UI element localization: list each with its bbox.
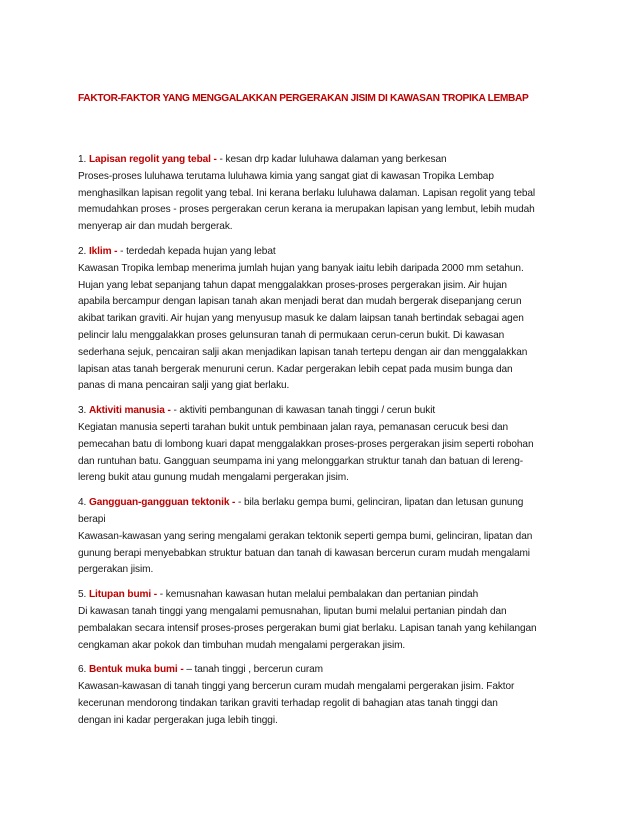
section-keyword: Iklim -	[88, 245, 118, 257]
paragraph-line: sederhana sejuk, pencairan salji akan menjadikan lapisan tanah tertepu dengan air dan menggalakkan	[78, 346, 528, 358]
section-heading	[78, 152, 578, 169]
paragraph-line: gunung berapi menyebabkan struktur batuan dan tanah di kawasan bercerun curam mudah mengalami	[78, 547, 530, 559]
section-heading	[78, 495, 578, 512]
paragraph-line: akibat tarikan graviti. Air hujan yang menyusup masuk ke dalam laipsan tanah bertindak sebagai agen	[78, 313, 524, 325]
paragraph-line: Proses-proses luluhawa terutama luluhawa kimia yang sangat giat di kawasan Tropika Lembap	[78, 170, 494, 182]
section-heading	[78, 587, 578, 604]
paragraph-line: lapisan atas tanah bergerak menuruni cerun. Kadar pergerakan lebih cepat pada musim bunga dan	[78, 363, 513, 375]
section-subtitle: - kemusnahan kawasan hutan melalui pembalakan dan pertanian pindah	[159, 589, 479, 601]
paragraph-line: menyerap air dan mudah bergerak.	[78, 221, 233, 233]
section-4	[78, 495, 578, 579]
paragraph-line: Kawasan-kawasan yang sering mengalami gerakan tektonik seperti gempa bumi, gelinciran, lipatan dan	[78, 530, 533, 542]
paragraph-line: dan runtuhan batu. Gangguan seumpama ini yang melonggarkan struktur tanah dan batuan di lereng-	[78, 455, 524, 467]
section-number: 3.	[78, 405, 87, 417]
document-title: FAKTOR-FAKTOR YANG MENGGALAKKAN PERGERAKAN JISIM DI KAWASAN TROPIKA LEMBAP	[78, 93, 529, 104]
paragraph-line: Kegiatan manusia seperti tarahan bukit untuk pembinaan jalan raya, pemanasan cerucuk besi dan	[78, 421, 509, 433]
section-number: 1.	[78, 154, 87, 165]
section-heading	[78, 662, 578, 679]
section-number: 5.	[78, 589, 87, 601]
section-keyword: Bentuk muka bumi -	[88, 664, 184, 676]
section-subtitle: - bila berlaku gempa bumi, gelinciran, lipatan dan letusan gunung	[238, 497, 524, 509]
paragraph-line: pelincir lalu menggalakkan proses gelunsuran tanah di permukaan cerun-cerun bukit. Di kawasan	[78, 329, 505, 341]
section-subtitle: – tanah tinggi , bercerun curam	[186, 664, 323, 676]
paragraph-line: cengkaman akar pokok dan timbuhan mudah mengalami pergerakan jisim.	[78, 639, 406, 651]
paragraph-line: Hujan yang lebat sepanjang tahun dapat menggalakkan proses-proses pergerakan jisim. Air hujan	[78, 279, 507, 291]
paragraph-line: kecerunan mendorong tindakan tarikan graviti terhadap regolit di bahagian atas tanah tinggi dan	[78, 697, 498, 709]
section-number: 2.	[78, 245, 87, 257]
section-number: 4.	[78, 497, 87, 509]
paragraph-line: pergerakan jisim.	[78, 564, 154, 576]
section-keyword: Litupan bumi -	[88, 589, 158, 601]
section-number: 6.	[78, 664, 87, 676]
section-5	[78, 587, 578, 654]
section-1	[78, 152, 578, 236]
section-6	[78, 662, 578, 729]
paragraph-line: memudahkan proses - proses pergerakan cerun kerana ia merupakan lapisan yang lembut, lebih mudah	[78, 204, 535, 216]
paragraph-line: Kawasan Tropika lembap menerima jumlah hujan yang banyak iaitu lebih daripada 2000 mm setahun.	[78, 262, 524, 274]
section-subtitle: - aktiviti pembangunan di kawasan tanah tinggi / cerun bukit	[173, 405, 436, 417]
section-subtitle-continued: berapi	[78, 513, 106, 525]
section-subtitle: - kesan drp kadar luluhawa dalaman yang berkesan	[219, 154, 447, 165]
section-3	[78, 403, 578, 487]
document-body	[78, 152, 578, 738]
paragraph-line: lereng bukit atau gunung mudah mengalami pergerakan jisim.	[78, 472, 349, 484]
paragraph-line: pemecahan batu di lombong kuari dapat menggalakkan proses-proses pergerakan jisim seperti robohan	[78, 438, 534, 450]
paragraph-line: Kawasan-kawasan di tanah tinggi yang bercerun curam mudah mengalami pergerakan jisim. Faktor	[78, 681, 515, 693]
section-2	[78, 244, 578, 395]
section-subtitle: - terdedah kepada hujan yang lebat	[120, 245, 276, 257]
section-heading	[78, 244, 578, 261]
paragraph-line: apabila bercampur dengan lapisan tanah akan menjadi berat dan mudah bergerak disepanjang cerun	[78, 296, 522, 308]
paragraph-line: pembalakan secara intensif proses-proses pergerakan bumi giat berlaku. Lapisan tanah yang kehilangan	[78, 622, 537, 634]
section-keyword: Gangguan-gangguan tektonik -	[88, 497, 236, 509]
section-heading	[78, 403, 578, 420]
paragraph-line: panas di mana pencairan salji yang giat berlaku.	[78, 380, 290, 392]
paragraph-line: Di kawasan tanah tinggi yang mengalami pemusnahan, liputan bumi melalui pertanian pindah dan	[78, 605, 507, 617]
section-keyword: Lapisan regolit yang tebal -	[88, 154, 217, 165]
paragraph-line: menghasilkan lapisan regolit yang tebal. Ini kerana berlaku luluhawa dalaman. Lapisan regolit yang tebal	[78, 187, 536, 199]
paragraph-line: dengan ini kadar pergerakan juga lebih tinggi.	[78, 714, 278, 726]
section-keyword: Aktiviti manusia -	[88, 405, 171, 417]
